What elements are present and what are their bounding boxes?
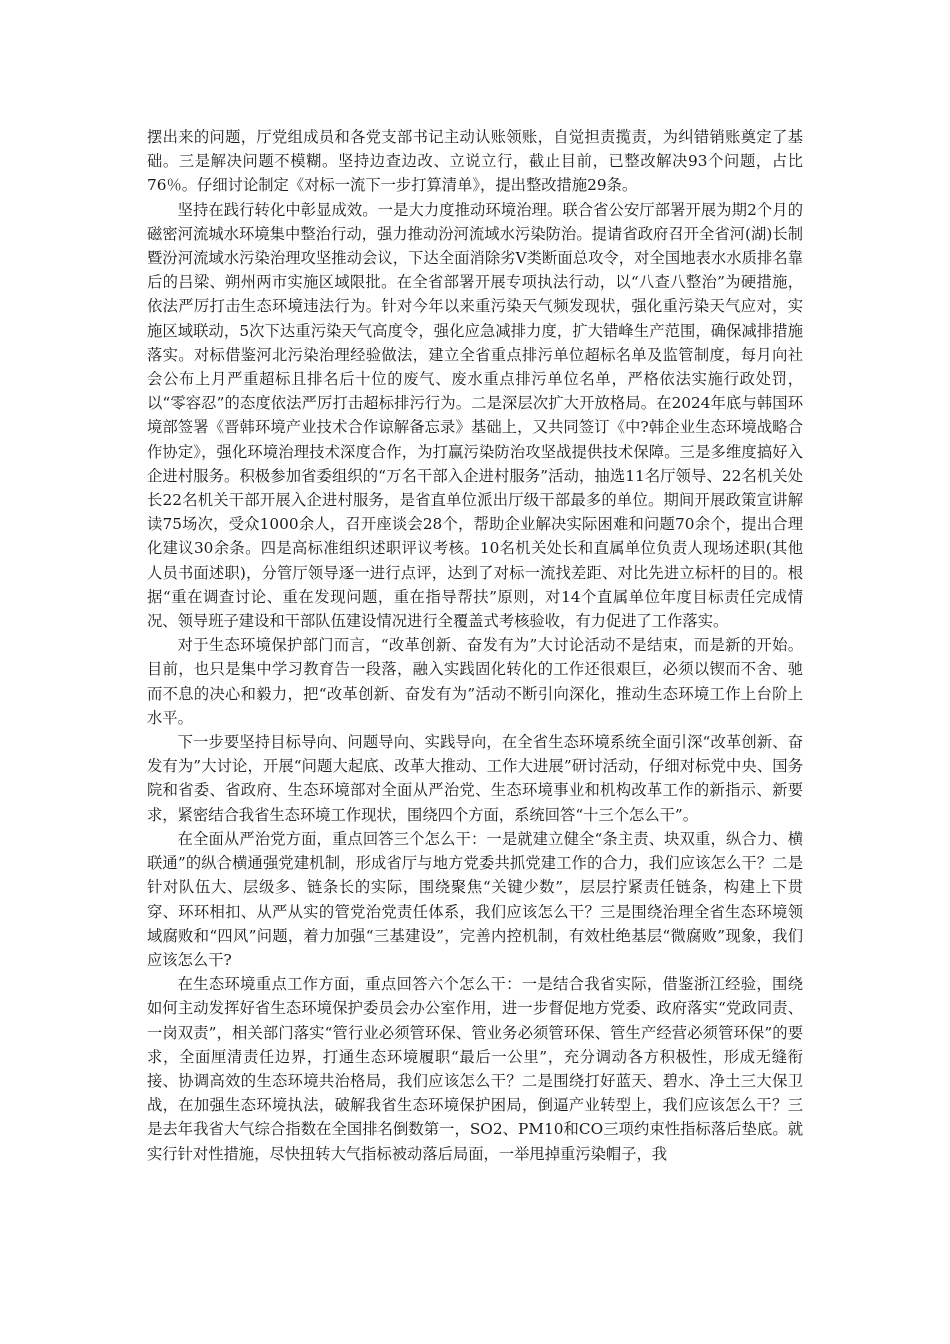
paragraph-next-steps: 下一步要坚持目标导向、问题导向、实践导向，在全省生态环境系统全面引深“改革创新、奋发有为”大讨论，开展“问题大起底、改革大推动、工作大进展”研讨活动，仔细对标党中央、国务院和省委、省政府、生态环境部对全面从严治党、生态环境事业和机构改革工作的新指示、新要求，紧密结合我省生态环境工作现状，围绕四个方面，系统回答“十三个怎么干”。 xyxy=(147,733,803,824)
paragraph-party-governance: 在全面从严治党方面，重点回答三个怎么干：一是就建立健全“条主责、块双重，纵合力、横联通”的纵合横通强党建机制，形成省厅与地方党委共抓党建工作的合力，我们应该怎么干？二是针对队伍大、层级多、链条长的实际，围绕聚焦“关键少数”，层层拧紧责任链条，构建上下贯穿、环环相扣、从严从实的管党治党责任体系，我们应该怎么干？三是围绕治理全省生态环境领域腐败和“四风”问题，着力加强“三基建设”，完善内控机制，有效杜绝基层“微腐败”现象，我们应该怎么干? xyxy=(147,829,803,969)
paragraph-continuation: 摆出来的问题，厅党组成员和各党支部书记主动认账领账，自觉担责揽责，为纠错销账奠定了基础。三是解决问题不模糊。坚持边查边改、立说立行，截止目前，已整改解决93个问题，占比76％。仔细讨论制定《对标一流下一步打算清单》，提出整改措施29条。 xyxy=(147,128,803,195)
paragraph-results: 坚持在践行转化中彰显成效。一是大力度推动环境治理。联合省公安厅部署开展为期2个月的磁密河流城水环境集中整治行动，强力推动汾河流域水污染防治。提请省政府召开全省河(湖)长制暨汾河流域水污染治理攻坚推动会议，下达全面消除劣Ⅴ类断面总攻令，对全国地表水水质排名靠后的吕梁、朔州两市实施区域限批。在全省部署开展专项执法行动，以“八查八整治”为硬措施，依法严厉打击生态环境违法行为。针对今年以来重污染天气频发现状，强化重污染天气应对，实施区域联动，5次下达重污染天气高度令，强化应急减排力度，扩大错峰生产范围，确保减排措施落实。对标借鉴河北污染治理经验做法，建立全省重点排污单位超标名单及监管制度，每月向社会公布上月严重超标且排名后十位的废气、废水重点排污单位名单，严格依法实施行政处罚，以“零容忍”的态度依法严厉打击超标排污行为。二是深层次扩大开放格局。在2024年底与韩国环境部签署《晋韩环境产业技术合作谅解备忘录》基础上，又共同签订《中?韩企业生态环境战略合作协定》，强化环境治理技术深度合作，为打赢污染防治攻坚战提供技术保障。三是多维度搞好入企进村服务。积极参加省委组织的“万名干部入企进村服务”活动，抽选11名厅领导、22名机关处长22名机关干部开展入企进村服务，是省直单位派出厅级干部最多的单位。期间开展政策宣讲解读75场次，受众1000余人，召开座谈会28个，帮助企业解决实际困难和问题70余个，提出合理化建议30余条。四是高标准组织述职评议考核。10名机关处长和直属单位负责人现场述职(其他人员书面述职)，分管厅领导逐一进行点评，达到了对标一流找差距、对比先进立标杆的目的。根据“重在调查讨论、重在发现问题，重在指导帮扶”原则，对14个直属单位年度目标责任完成情况、领导班子建设和干部队伍建设情况进行全覆盖式考核验收，有力促进了工作落实。 xyxy=(147,200,803,631)
paragraph-new-start: 对于生态环境保护部门而言，“改革创新、奋发有为”大讨论活动不是结束，而是新的开始。目前，也只是集中学习教育告一段落，融入实践固化转化的工作还很艰巨，必须以锲而不舍、驰而不息的决心和毅力，把“改革创新、奋发有为”活动不断引向深化，推动生态环境工作上台阶上水平。 xyxy=(147,636,803,727)
document-body xyxy=(147,125,803,1166)
paragraph-key-environmental-work: 在生态环境重点工作方面，重点回答六个怎么干：一是结合我省实际，借鉴浙江经验，围绕如何主动发挥好省生态环境保护委员会办公室作用，进一步督促地方党委、政府落实“党政同责、一岗双责”，相关部门落实“管行业必须管环保、管业务必须管环保、管生产经营必须管环保”的要求，全面厘清责任边界，打通生态环境履职“最后一公里”，充分调动各方积极性，形成无缝衔接、协调高效的生态环境共治格局，我们应该怎么干？二是围绕打好蓝天、碧水、净土三大保卫战，在加强生态环境执法，破解我省生态环境保护困局，倒逼产业转型上，我们应该怎么干？三是去年我省大气综合指数在全国排名倒数第一，SO2、PM10和CO三项约束性指标落后垫底。就实行针对性措施，尽快扭转大气指标被动落后局面，一举甩掉重污染帽子，我 xyxy=(147,975,803,1163)
